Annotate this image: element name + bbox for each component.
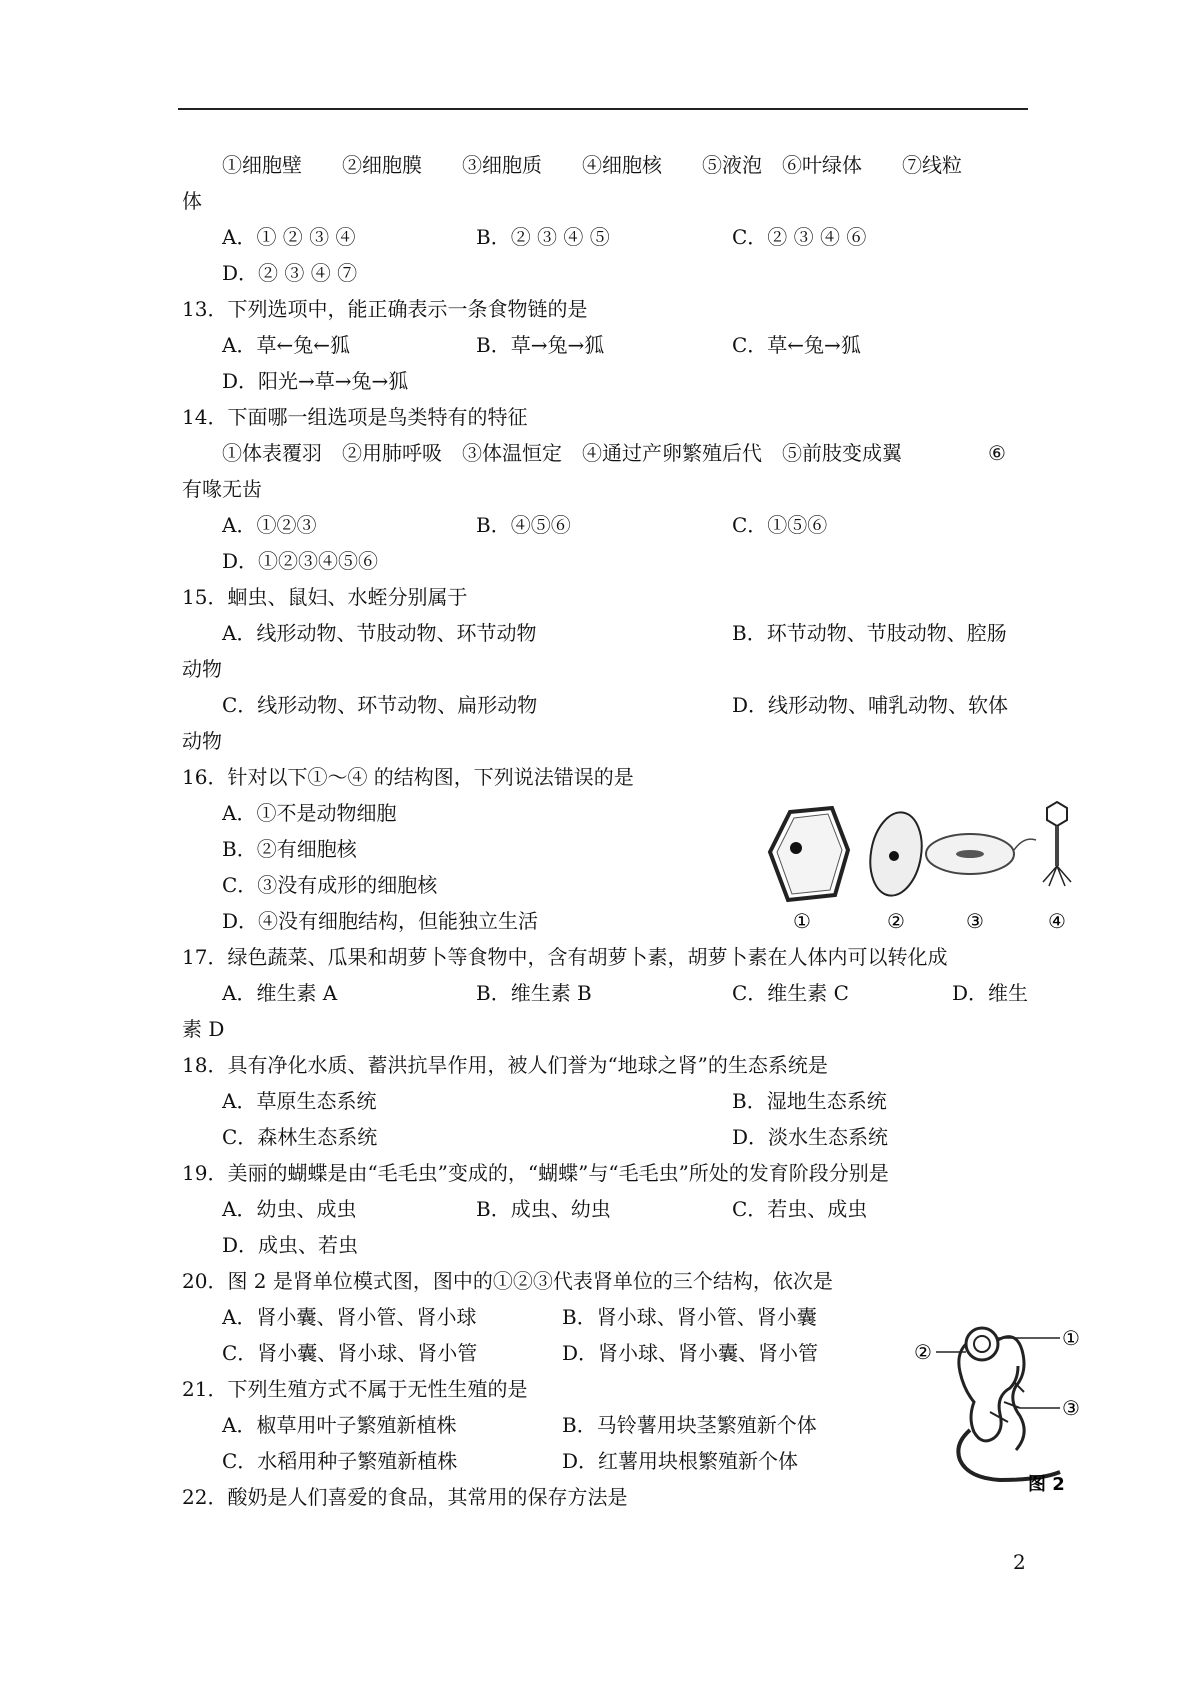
virus-drawing [1043,802,1071,886]
q18-option-c: C．森林生态系统 [222,1125,378,1149]
q16-stem: 16．针对以下①～④ 的结构图，下列说法错误的是 [182,765,634,789]
nephron-figure [910,1312,1100,1498]
q15-option-a: A．线形动物、节肢动物、环节动物 [222,621,537,645]
q16-option-d: D．④没有细胞结构，但能独立生活 [222,909,539,933]
animal-cell-drawing [864,808,928,899]
q13-option-c: C．草←兔→狐 [732,333,861,357]
q19-option-b: B．成虫、幼虫 [476,1197,611,1221]
q13-option-b: B．草→兔→狐 [476,333,605,357]
fig-label-3: ③ [966,909,984,933]
q21-option-b: B．马铃薯用块茎繁殖新个体 [562,1413,817,1437]
q12-options-line1: ①细胞壁 ②细胞膜 ③细胞质 ④细胞核 ⑤液泡 ⑥叶绿体 ⑦线粒 [222,153,962,177]
q15-stem: 15．蛔虫、鼠妇、水蛭分别属于 [182,585,468,609]
q21-option-c: C．水稻用种子繁殖新植株 [222,1449,458,1473]
q19-option-a: A．幼虫、成虫 [222,1197,357,1221]
q14-option-d: D．①②③④⑤⑥ [222,549,379,573]
q21-option-d: D．红薯用块根繁殖新个体 [562,1449,799,1473]
q17-option-c: C．维生素 C [732,981,849,1005]
q20-option-d: D．肾小球、肾小囊、肾小管 [562,1341,819,1365]
q20-option-a: A．肾小囊、肾小管、肾小球 [222,1305,477,1329]
fig-label-1: ① [793,909,811,933]
q21-stem: 21．下列生殖方式不属于无性生殖的是 [182,1377,528,1401]
cell-structures-figure [760,790,1100,933]
q18-stem: 18．具有净化水质、蓄洪抗旱作用，被人们誉为“地球之肾”的生态系统是 [182,1053,828,1077]
q12-option-b: B．② ③ ④ ⑤ [476,225,610,249]
q15-option-d: D．线形动物、哺乳动物、软体 [732,693,1009,717]
plant-cell-drawing [770,808,848,900]
q17-option-b: B．维生素 B [476,981,592,1005]
q19-stem: 19．美丽的蝴蝶是由“毛毛虫”变成的，“蝴蝶”与“毛毛虫”所处的发育阶段分别是 [182,1161,889,1185]
nephron-label-2: ② [914,1340,932,1364]
q14-stem: 14．下面哪一组选项是鸟类特有的特征 [182,405,528,429]
q12-option-c: C．② ③ ④ ⑥ [732,225,867,249]
q14-items-line1-end: ⑥ [988,441,1006,465]
q16-option-b: B．②有细胞核 [222,837,357,861]
q18-option-b: B．湿地生态系统 [732,1089,887,1113]
page-number: 2 [1013,1550,1026,1574]
q17-stem: 17．绿色蔬菜、瓜果和胡萝卜等食物中，含有胡萝卜素，胡萝卜素在人体内可以转化成 [182,945,948,969]
bacterium-drawing [926,834,1036,874]
q12-option-d: D．② ③ ④ ⑦ [222,261,358,285]
q22-stem: 22．酸奶是人们喜爱的食品，其常用的保存方法是 [182,1485,628,1509]
q17-option-d: D．维生 [952,981,1029,1005]
nephron-figure-caption: 图 2 [1028,1474,1065,1495]
q16-option-c: C．③没有成形的细胞核 [222,873,438,897]
header-rule [178,108,1028,110]
nephron-drawing [958,1328,1060,1480]
q20-option-b: B．肾小球、肾小管、肾小囊 [562,1305,817,1329]
q21-option-a: A．椒草用叶子繁殖新植株 [222,1413,457,1437]
q15-option-b: B．环节动物、节肢动物、腔肠 [732,621,1007,645]
q15-option-b-cont: 动物 [182,657,222,681]
q17-option-d-cont: 素 D [182,1017,225,1041]
q15-option-c: C．线形动物、环节动物、扁形动物 [222,693,538,717]
q14-option-c: C．①⑤⑥ [732,513,828,537]
fig-label-4: ④ [1048,909,1066,933]
nephron-label-3: ③ [1062,1396,1080,1420]
q13-option-a: A．草←兔←狐 [222,333,350,357]
q16-option-a: A．①不是动物细胞 [222,801,397,825]
q17-option-a: A．维生素 A [222,981,338,1005]
q14-items-line1: ①体表覆羽 ②用肺呼吸 ③体温恒定 ④通过产卵繁殖后代 ⑤前肢变成翼 [222,441,902,465]
q13-option-d: D．阳光→草→兔→狐 [222,369,409,393]
q15-option-d-cont: 动物 [182,729,222,753]
q19-option-c: C．若虫、成虫 [732,1197,868,1221]
q20-option-c: C．肾小囊、肾小球、肾小管 [222,1341,478,1365]
q14-option-b: B．④⑤⑥ [476,513,571,537]
q19-option-d: D．成虫、若虫 [222,1233,359,1257]
q14-items-line2: 有喙无齿 [182,477,262,501]
q18-option-a: A．草原生态系统 [222,1089,377,1113]
q18-option-d: D．淡水生态系统 [732,1125,889,1149]
q13-stem: 13．下列选项中，能正确表示一条食物链的是 [182,297,588,321]
q12-options-line2: 体 [182,189,202,213]
fig-label-2: ② [887,909,905,933]
q12-option-a: A．① ② ③ ④ [222,225,356,249]
q14-option-a: A．①②③ [222,513,317,537]
q20-stem: 20．图 2 是肾单位模式图，图中的①②③代表肾单位的三个结构，依次是 [182,1269,833,1293]
nephron-label-1: ① [1062,1326,1080,1350]
